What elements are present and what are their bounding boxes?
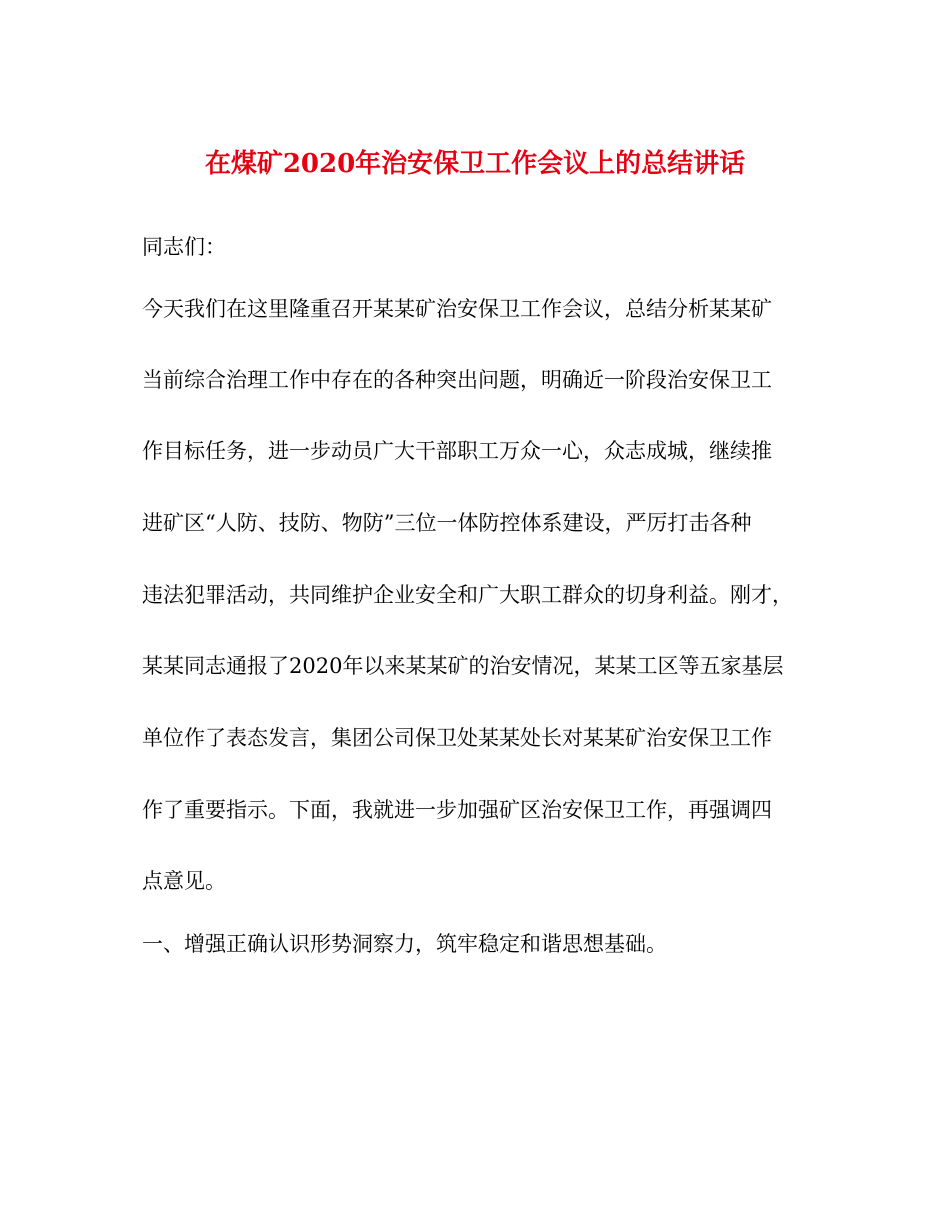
body-line: 单位作了表态发言，集团公司保卫处某某处长对某某矿治安保卫工作: [142, 726, 772, 750]
body-line: 点意见。: [142, 869, 226, 893]
body-line: 当前综合治理工作中存在的各种突出问题，明确近一阶段治安保卫工: [142, 368, 772, 392]
body-line: 今天我们在这里隆重召开某某矿治安保卫工作会议，总结分析某某矿: [142, 297, 772, 321]
body-line: 作了重要指示。下面，我就进一步加强矿区治安保卫工作，再强调四: [142, 798, 772, 822]
body-line: 进矿区“人防、技防、物防”三位一体防控体系建设，严厉打击各种: [142, 511, 752, 535]
salutation: 同志们：: [142, 235, 226, 259]
body-line: 作目标任务，进一步动员广大干部职工万众一心，众志成城，继续推: [142, 439, 772, 463]
body-line: 某某同志通报了2020年以来某某矿的治安情况，某某工区等五家基层: [142, 654, 784, 678]
document-title: 在煤矿2020年治安保卫工作会议上的总结讲话: [204, 149, 746, 179]
section-heading: 一、增强正确认识形势洞察力，筑牢稳定和谐思想基础。: [142, 932, 667, 956]
body-line: 违法犯罪活动，共同维护企业安全和广大职工群众的切身利益。刚才，: [142, 583, 793, 607]
